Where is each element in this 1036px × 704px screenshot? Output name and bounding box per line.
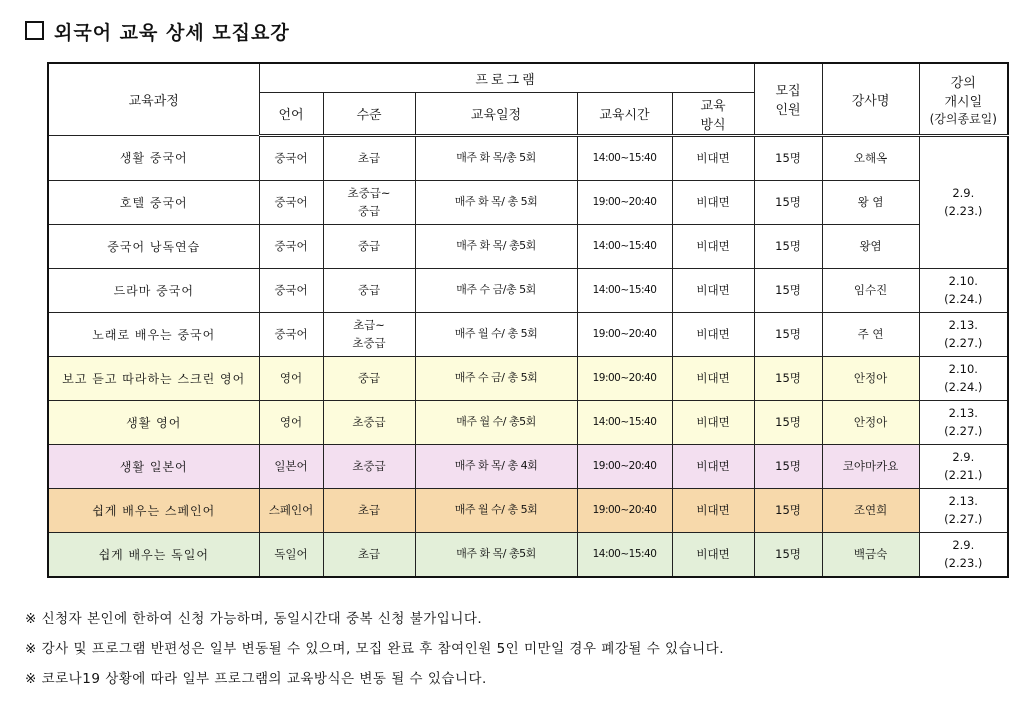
header-method-l2: 방식 bbox=[700, 117, 726, 133]
cell-method: 비대면 bbox=[672, 269, 754, 313]
header-capacity-l1: 모집 bbox=[775, 84, 801, 99]
cell-level: 초중급 bbox=[323, 401, 415, 445]
cell-open-date bbox=[919, 533, 1008, 578]
cell-method: 비대면 bbox=[672, 357, 754, 401]
cell-method: 비대면 bbox=[672, 181, 754, 225]
cell-course: 쉽게 배우는 스페인어 bbox=[48, 489, 259, 533]
cell-instructor: 안정아 bbox=[822, 357, 919, 401]
checkbox-square-icon bbox=[25, 21, 44, 40]
cell-language: 독일어 bbox=[259, 533, 323, 578]
cell-schedule: 매주 월 수/ 총 5회 bbox=[415, 313, 577, 357]
cell-language: 일본어 bbox=[259, 445, 323, 489]
course-table bbox=[47, 62, 1009, 578]
cell-language: 영어 bbox=[259, 357, 323, 401]
cell-schedule: 매주 수 금/ 총 5회 bbox=[415, 357, 577, 401]
header-program: 프로그램 bbox=[259, 63, 754, 93]
cell-instructor: 조연희 bbox=[822, 489, 919, 533]
table-row bbox=[48, 136, 1008, 181]
cell-level-l2: 중급 bbox=[357, 203, 381, 218]
page-title-text: 외국어 교육 상세 모집요강 bbox=[54, 22, 290, 44]
cell-method: 비대면 bbox=[672, 489, 754, 533]
cell-open-date bbox=[919, 269, 1008, 313]
cell-capacity: 15명 bbox=[754, 489, 822, 533]
cell-language: 중국어 bbox=[259, 181, 323, 225]
cell-capacity: 15명 bbox=[754, 445, 822, 489]
cell-capacity: 15명 bbox=[754, 136, 822, 181]
cell-instructor: 임수진 bbox=[822, 269, 919, 313]
cell-open-start: 2.13. bbox=[948, 318, 978, 333]
cell-level: 중급 bbox=[323, 225, 415, 269]
cell-language: 중국어 bbox=[259, 313, 323, 357]
cell-schedule: 매주 월 수/ 총5회 bbox=[415, 401, 577, 445]
cell-level: 초급 bbox=[323, 136, 415, 181]
header-open-l2: 개시일 bbox=[944, 94, 983, 110]
cell-open-start: 2.9. bbox=[952, 450, 975, 465]
cell-open-end: (2.24.) bbox=[944, 379, 983, 394]
cell-language: 중국어 bbox=[259, 136, 323, 181]
cell-instructor: 코야마카요 bbox=[822, 445, 919, 489]
cell-open-date bbox=[919, 489, 1008, 533]
cell-language: 중국어 bbox=[259, 269, 323, 313]
cell-time: 19:00~20:40 bbox=[577, 313, 672, 357]
cell-open-start: 2.10. bbox=[948, 274, 978, 289]
header-open-date bbox=[919, 63, 1008, 136]
cell-open-start: 2.13. bbox=[948, 406, 978, 421]
cell-schedule: 매주 화 목/ 총5회 bbox=[415, 533, 577, 578]
cell-open-end: (2.23.) bbox=[944, 203, 983, 218]
cell-method: 비대면 bbox=[672, 533, 754, 578]
cell-level: 초급 bbox=[323, 533, 415, 578]
cell-schedule: 매주 수 금/총 5회 bbox=[415, 269, 577, 313]
table-row bbox=[48, 225, 1008, 269]
table-row bbox=[48, 181, 1008, 225]
cell-course: 노래로 배우는 중국어 bbox=[48, 313, 259, 357]
cell-time: 14:00~15:40 bbox=[577, 401, 672, 445]
cell-time: 19:00~20:40 bbox=[577, 445, 672, 489]
cell-method: 비대면 bbox=[672, 225, 754, 269]
cell-course: 호텔 중국어 bbox=[48, 181, 259, 225]
cell-course: 드라마 중국어 bbox=[48, 269, 259, 313]
cell-level-l1: 초급~ bbox=[353, 318, 385, 333]
table-row bbox=[48, 401, 1008, 445]
table-row bbox=[48, 313, 1008, 357]
note-line: ※ 코로나19 상황에 따라 일부 프로그램의 교육방식은 변동 될 수 있습니다. bbox=[25, 671, 487, 687]
header-method bbox=[672, 93, 754, 136]
cell-instructor: 백금숙 bbox=[822, 533, 919, 578]
header-schedule: 교육일정 bbox=[415, 93, 577, 136]
header-capacity-l2: 인원 bbox=[775, 103, 801, 118]
cell-open-end: (2.23.) bbox=[944, 555, 983, 570]
page-title bbox=[25, 18, 290, 45]
cell-capacity: 15명 bbox=[754, 401, 822, 445]
cell-schedule: 매주 화 목/ 총 5회 bbox=[415, 181, 577, 225]
cell-level bbox=[323, 313, 415, 357]
cell-method: 비대면 bbox=[672, 313, 754, 357]
cell-open-start: 2.9. bbox=[952, 186, 975, 201]
notes bbox=[25, 604, 724, 694]
cell-course: 생활 영어 bbox=[48, 401, 259, 445]
cell-open-date bbox=[919, 401, 1008, 445]
cell-course: 보고 듣고 따라하는 스크린 영어 bbox=[48, 357, 259, 401]
cell-instructor: 왕염 bbox=[822, 225, 919, 269]
cell-capacity: 15명 bbox=[754, 225, 822, 269]
cell-schedule: 매주 화 목/ 총5회 bbox=[415, 225, 577, 269]
header-language: 언어 bbox=[259, 93, 323, 136]
cell-instructor: 오해옥 bbox=[822, 136, 919, 181]
cell-level: 중급 bbox=[323, 357, 415, 401]
cell-method: 비대면 bbox=[672, 401, 754, 445]
cell-time: 14:00~15:40 bbox=[577, 269, 672, 313]
cell-level: 초중급 bbox=[323, 445, 415, 489]
cell-level bbox=[323, 181, 415, 225]
cell-method: 비대면 bbox=[672, 445, 754, 489]
header-instructor: 강사명 bbox=[822, 63, 919, 136]
cell-time: 14:00~15:40 bbox=[577, 136, 672, 181]
cell-capacity: 15명 bbox=[754, 533, 822, 578]
note-line: ※ 신청자 본인에 한하여 신청 가능하며, 동일시간대 중복 신청 불가입니다. bbox=[25, 611, 483, 627]
cell-level: 초급 bbox=[323, 489, 415, 533]
cell-course: 생활 일본어 bbox=[48, 445, 259, 489]
cell-language: 스페인어 bbox=[259, 489, 323, 533]
cell-open-end: (2.21.) bbox=[944, 467, 983, 482]
cell-schedule: 매주 화 목/ 총 4회 bbox=[415, 445, 577, 489]
table-row bbox=[48, 489, 1008, 533]
header-course: 교육과정 bbox=[48, 63, 259, 136]
cell-capacity: 15명 bbox=[754, 313, 822, 357]
cell-time: 14:00~15:40 bbox=[577, 225, 672, 269]
cell-open-date bbox=[919, 313, 1008, 357]
header-method-l1: 교육 bbox=[700, 98, 726, 114]
cell-level-l1: 초중급~ bbox=[347, 186, 391, 201]
cell-method: 비대면 bbox=[672, 136, 754, 181]
cell-language: 중국어 bbox=[259, 225, 323, 269]
header-capacity bbox=[754, 63, 822, 136]
cell-capacity: 15명 bbox=[754, 357, 822, 401]
header-level: 수준 bbox=[323, 93, 415, 136]
cell-language: 영어 bbox=[259, 401, 323, 445]
cell-time: 14:00~15:40 bbox=[577, 533, 672, 578]
cell-open-end: (2.24.) bbox=[944, 291, 983, 306]
cell-instructor: 주 연 bbox=[822, 313, 919, 357]
table-row bbox=[48, 269, 1008, 313]
cell-schedule: 매주 월 수/ 총 5회 bbox=[415, 489, 577, 533]
cell-time: 19:00~20:40 bbox=[577, 489, 672, 533]
cell-time: 19:00~20:40 bbox=[577, 357, 672, 401]
cell-course: 생활 중국어 bbox=[48, 136, 259, 181]
cell-open-end: (2.27.) bbox=[944, 423, 983, 438]
cell-open-start: 2.10. bbox=[948, 362, 978, 377]
header-open-l3: (강의종료일) bbox=[929, 111, 997, 126]
cell-open-date bbox=[919, 445, 1008, 489]
cell-course: 쉽게 배우는 독일어 bbox=[48, 533, 259, 578]
header-open-l1: 강의 bbox=[950, 75, 976, 91]
cell-capacity: 15명 bbox=[754, 181, 822, 225]
cell-open-end: (2.27.) bbox=[944, 511, 983, 526]
cell-open-start: 2.9. bbox=[952, 538, 975, 553]
cell-open-start: 2.13. bbox=[948, 494, 978, 509]
cell-open-date bbox=[919, 357, 1008, 401]
cell-open-date bbox=[919, 136, 1008, 269]
cell-time: 19:00~20:40 bbox=[577, 181, 672, 225]
table-row bbox=[48, 533, 1008, 578]
cell-capacity: 15명 bbox=[754, 269, 822, 313]
cell-instructor: 왕 염 bbox=[822, 181, 919, 225]
cell-instructor: 안정아 bbox=[822, 401, 919, 445]
note-line: ※ 강사 및 프로그램 반편성은 일부 변동될 수 있으며, 모집 완료 후 참여인원 5인 미만일 경우 폐강될 수 있습니다. bbox=[25, 641, 724, 657]
cell-level-l2: 초중급 bbox=[352, 335, 386, 350]
table-row bbox=[48, 357, 1008, 401]
table-row bbox=[48, 445, 1008, 489]
cell-open-end: (2.27.) bbox=[944, 335, 983, 350]
cell-schedule: 매주 화 목/총 5회 bbox=[415, 136, 577, 181]
header-time: 교육시간 bbox=[577, 93, 672, 136]
cell-course: 중국어 낭독연습 bbox=[48, 225, 259, 269]
cell-level: 중급 bbox=[323, 269, 415, 313]
